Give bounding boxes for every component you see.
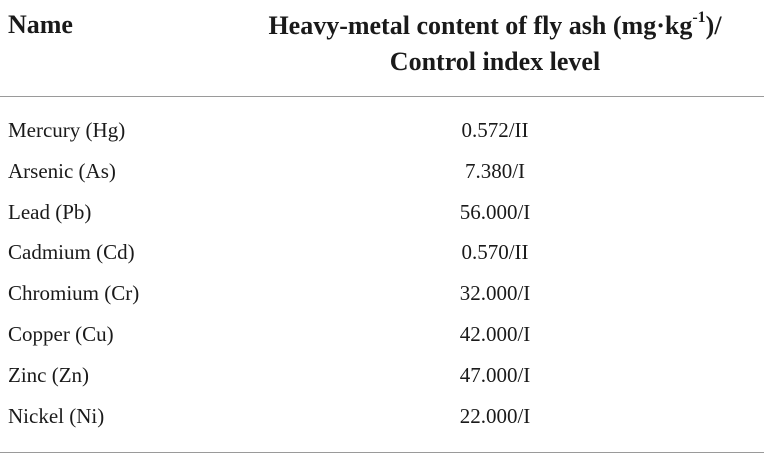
row-value: 0.570/II: [461, 240, 529, 265]
bottom-divider: [0, 452, 764, 453]
table-row: [0, 232, 772, 273]
header-line-1: [200, 8, 772, 44]
row-value: 47.000/I: [459, 362, 531, 387]
row-name: Zinc (Zn): [8, 362, 90, 387]
header-name: Name: [8, 10, 73, 39]
row-name: Lead (Pb): [8, 199, 92, 224]
row-value: 0.572/II: [461, 118, 529, 142]
row-name: Arsenic (As): [8, 158, 116, 183]
row-name: Chromium (Cr): [8, 281, 140, 306]
row-value: 32.000/I: [459, 281, 531, 306]
table-row: [0, 314, 772, 355]
row-value: 56.000/I: [459, 199, 531, 224]
row-name: Mercury (Hg): [8, 118, 126, 142]
table-row: [0, 151, 772, 192]
table-row: [0, 110, 772, 151]
header-unit-exponent: -1: [692, 9, 706, 27]
row-value: 22.000/I: [459, 403, 531, 428]
header-divider: [0, 96, 764, 97]
row-name: Nickel (Ni): [8, 403, 105, 428]
row-name: Cadmium (Cd): [8, 240, 135, 265]
header-heavy-metal-content: [200, 8, 772, 80]
table-body: [0, 110, 772, 436]
table-row: [0, 273, 772, 314]
header-line-1-end: )/: [705, 11, 722, 40]
table-row: [0, 355, 772, 396]
header-line-1-text: Heavy-metal content of fly ash (mg·kg: [268, 11, 693, 40]
header-line-2: Control index level: [389, 47, 601, 76]
row-name: Copper (Cu): [8, 321, 114, 346]
table-row: [0, 192, 772, 233]
row-value: 7.380/I: [464, 158, 526, 183]
table-row: [0, 396, 772, 437]
row-value: 42.000/I: [459, 321, 531, 346]
